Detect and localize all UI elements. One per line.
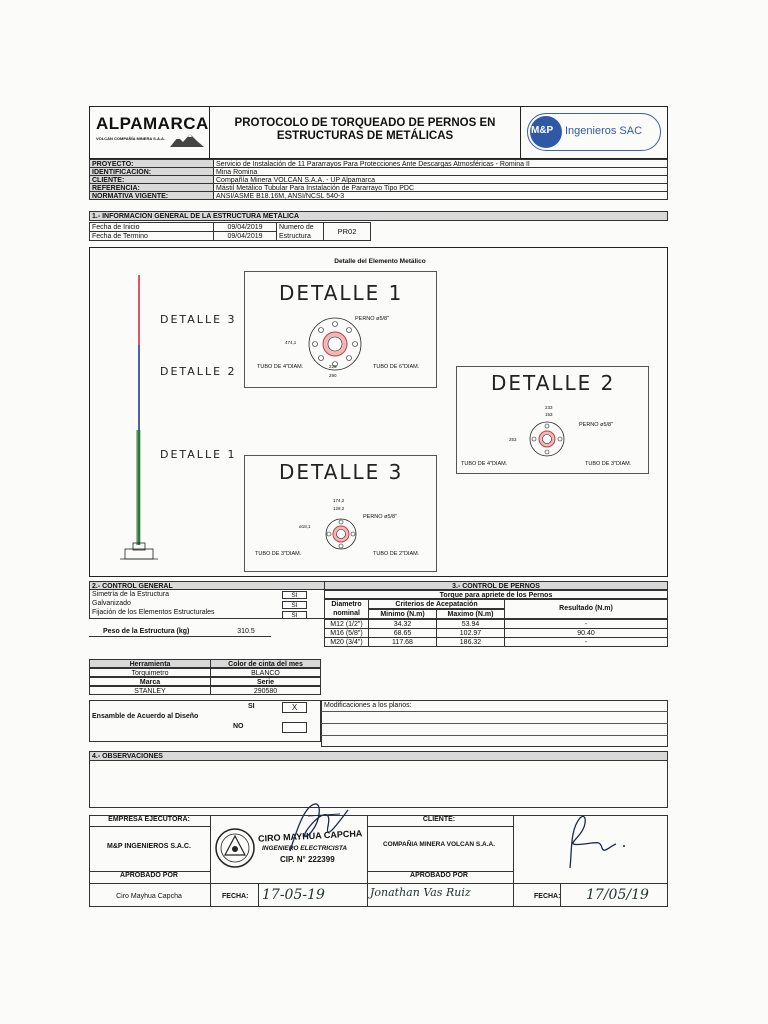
company-logo: ALPAMARCA: [96, 114, 209, 133]
executor-name: M&P INGENIEROS S.A.C.: [107, 843, 191, 850]
modifications-line-2: [321, 723, 668, 724]
section1-title: 1.- INFORMACIÓN GENERAL DE LA ESTRUCTURA METÁLICA: [89, 211, 668, 221]
tool-header: Herramienta: [89, 659, 211, 668]
modifications-line-3: [321, 735, 668, 736]
weight-value: 310.5: [221, 627, 271, 637]
fijacion-label: Fijación de los Elementos Estructurales: [89, 608, 325, 619]
row-m12-max: 53.94: [436, 619, 505, 629]
normativa-value: ANSI/ASME B18.16M, ANSI/NCSL 540-3: [213, 191, 668, 200]
structure-number-label: [276, 222, 324, 241]
detail-2-box: [456, 366, 649, 474]
serial-value: 290580: [210, 686, 321, 695]
section3-title: 3.- CONTROL DE PERNOS: [324, 581, 668, 590]
detail-3-dim-a: 174,2: [333, 498, 345, 503]
title-line-1: PROTOCOLO DE TORQUEADO DE PERNOS EN: [234, 117, 496, 129]
header-box: [89, 106, 668, 159]
detail-3-tube-right: TUBO DE 2"DIAM.: [373, 551, 420, 557]
observations-box: [89, 760, 668, 808]
row-m20-min: 117.68: [368, 637, 437, 647]
detail-3-title: DETALLE 3: [279, 460, 404, 484]
col-diameter-1: Diametro: [331, 601, 362, 608]
stamp-role: INGENIERO ELECTRICISTA: [262, 845, 348, 852]
executor-signature: [270, 796, 360, 856]
proyecto-value: Servicio de Instalación de 11 Pararrayos Para Protecciones Ante Descargas Atmosféricas - Romina II: [213, 159, 668, 168]
executor-date: 17-05-19: [262, 887, 325, 903]
sig-hline-1: [90, 826, 210, 827]
row-m20-max: 186.32: [436, 637, 505, 647]
detail-2-dim-a: 233: [545, 405, 553, 410]
identificacion-label: IDENTIFICACIÓN:: [89, 167, 214, 176]
row-m20-diam: M20 (3/4"): [324, 637, 369, 647]
engineer-seal-icon: [214, 827, 256, 869]
mast-label-detalle-1: DETALLE 1: [160, 448, 237, 461]
section4-title: 4.- OBSERVACIONES: [89, 751, 668, 761]
client-approved-label: APROBADO POR: [410, 872, 468, 879]
title-line-2: ESTRUCTURAS DE METÁLICAS: [276, 130, 454, 142]
brand-value: STANLEY: [89, 686, 211, 695]
row-m16-result: 90.40: [504, 628, 668, 638]
cliente-value: Compañía Minera VOLCAN S.A.A. - UP Alpamarca: [213, 175, 668, 184]
galvanizado-label: Galvanizado: [89, 599, 325, 608]
detail-2-tube-left: TUBO DE 4"DIAM.: [461, 461, 508, 467]
row-m16-min: 68.65: [368, 628, 437, 638]
client-label: CLIENTE:: [422, 816, 456, 823]
header-divider-right: [520, 107, 521, 158]
sig-hline-3: [90, 883, 667, 884]
document-title: [210, 117, 520, 143]
weight-label: Peso de la Estructura (kg): [89, 627, 221, 637]
detail-1-dim-a: 225: [329, 364, 337, 369]
col-diameter: [324, 599, 369, 619]
tape-color: BLANCO: [210, 668, 321, 677]
referencia-value: Mástil Metálico Tubular Para Instalación de Pararrayo Tipo PDC: [213, 183, 668, 192]
mountain-logo-icon: [170, 133, 204, 147]
col-diameter-2: nominal: [333, 610, 360, 617]
simetria-label: Simetría de la Estructura: [89, 590, 325, 599]
assembly-no-checkbox[interactable]: [282, 722, 307, 733]
executor-date-label: FECHA:: [222, 893, 249, 900]
col-result: Resultado (N.m): [504, 599, 668, 619]
row-m12-min: 34.32: [368, 619, 437, 629]
mast-drawing: [120, 270, 160, 570]
detail-3-flange-icon: [321, 514, 361, 554]
client-date-label: FECHA:: [534, 893, 561, 900]
client-person: Jonathan Vas Ruiz: [370, 886, 471, 899]
detail-1-title: DETALLE 1: [279, 281, 404, 305]
identificacion-value: Mina Romina: [213, 167, 668, 176]
col-criteria: Criterios de Acepatación: [368, 599, 505, 609]
tool-name: Torquimetro: [89, 668, 211, 677]
brand-label: Marca: [89, 677, 211, 686]
assembly-yes-label: SI: [248, 703, 255, 710]
stamp-cip: CIP. N° 222399: [280, 855, 335, 864]
detail-1-tube-right: TUBO DE 6"DIAM.: [373, 364, 420, 370]
detail-2-dim-b: 153: [545, 412, 553, 417]
contractor-logo-name: Ingenieros SAC: [565, 125, 643, 137]
section3-subtitle: Torque para apriete de los Pernos: [324, 590, 668, 599]
contractor-logo-abbr: M&P: [531, 125, 554, 136]
drawing-caption: Detalle del Elemento Metálico: [334, 258, 426, 265]
detail-2-dim-c: 253: [509, 437, 517, 442]
col-min: Minimo (N.m): [368, 609, 437, 619]
modifications-line-1: [321, 711, 668, 712]
modifications-label: Modificaciones a los planos:: [324, 702, 412, 709]
row-m16-diam: M16 (5/8"): [324, 628, 369, 638]
executor-approved-label: APROBADO POR: [120, 872, 178, 879]
col-max: Maximo (N.m): [436, 609, 505, 619]
sig-hline-1b: [367, 826, 513, 827]
client-signature: [540, 810, 640, 870]
normativa-label: NORMATIVA VIGENTE:: [89, 191, 214, 200]
serial-label: Serie: [210, 677, 321, 686]
proyecto-label: PROYECTO:: [89, 159, 214, 168]
galvanizado-check[interactable]: SI: [282, 601, 307, 609]
assembly-label: Ensamble de Acuerdo al Diseño: [92, 713, 199, 720]
detail-1-bolt-label: PERNO ø5/8": [355, 316, 390, 322]
detail-2-title: DETALLE 2: [491, 371, 616, 395]
detail-1-dim-c: 474,1: [285, 340, 297, 345]
detail-3-tube-left: TUBO DE 3"DIAM.: [255, 551, 302, 557]
sig-vline-3: [513, 816, 514, 906]
simetria-check[interactable]: SI: [282, 591, 307, 599]
start-date-value: 09/04/2019: [213, 222, 277, 232]
row-m12-diam: M12 (1/2"): [324, 619, 369, 629]
row-m20-result: -: [504, 637, 668, 647]
detail-2-tube-right: TUBO DE 3"DIAM.: [585, 461, 632, 467]
sig-vline-2: [367, 816, 368, 906]
structure-number-label-2: Estructura: [279, 233, 311, 240]
detail-3-dim-c: ø18,1: [299, 524, 311, 529]
detail-2-flange-icon: [527, 419, 567, 459]
stamp-name: CIRO MAYHUA CAPCHA: [257, 828, 363, 844]
structure-number-value: PR02: [323, 222, 371, 241]
assembly-yes-checkbox[interactable]: X: [282, 702, 307, 713]
end-date-label: Fecha de Termino: [89, 231, 214, 241]
client-date: 17/05/19: [586, 887, 649, 903]
client-name: COMPAÑIA MINERA VOLCAN S.A.A.: [382, 841, 496, 848]
contractor-logo: [527, 113, 661, 151]
company-tag: VOLCAN COMPAÑÍA MINERA S.A.A.: [96, 136, 165, 141]
detail-1-box: [244, 271, 437, 388]
referencia-label: REFERENCIA:: [89, 183, 214, 192]
detail-3-box: [244, 455, 437, 572]
detail-3-dim-b: 128,2: [333, 506, 345, 511]
start-date-label: Fecha de Inicio: [89, 222, 214, 232]
detail-2-bolt-label: PERNO ø5/8": [579, 422, 614, 428]
structure-number-label-1: Numero de: [279, 224, 314, 231]
detail-1-dim-b: 290: [329, 373, 337, 378]
executor-person: Ciro Mayhua Capcha: [116, 893, 182, 900]
executor-label: EMPRESA EJECUTORA:: [108, 816, 190, 823]
sig-vline-1: [210, 816, 211, 906]
row-m12-result: -: [504, 619, 668, 629]
assembly-no-label: NO: [233, 723, 244, 730]
sig-vline-date-1: [258, 883, 259, 906]
end-date-value: 09/04/2019: [213, 231, 277, 241]
detail-3-bolt-label: PERNO ø5/8": [363, 514, 398, 520]
mast-label-detalle-3: DETALLE 3: [160, 313, 237, 326]
row-m16-max: 102.97: [436, 628, 505, 638]
section2-title: 2.- CONTROL GENERAL: [89, 581, 325, 590]
fijacion-check[interactable]: SI: [282, 611, 307, 619]
tape-color-header: Color de cinta del mes: [210, 659, 321, 668]
detail-1-tube-left: TUBO DE 4"DIAM.: [257, 364, 304, 370]
cliente-label: CLIENTE:: [89, 175, 214, 184]
mast-label-detalle-2: DETALLE 2: [160, 365, 237, 378]
